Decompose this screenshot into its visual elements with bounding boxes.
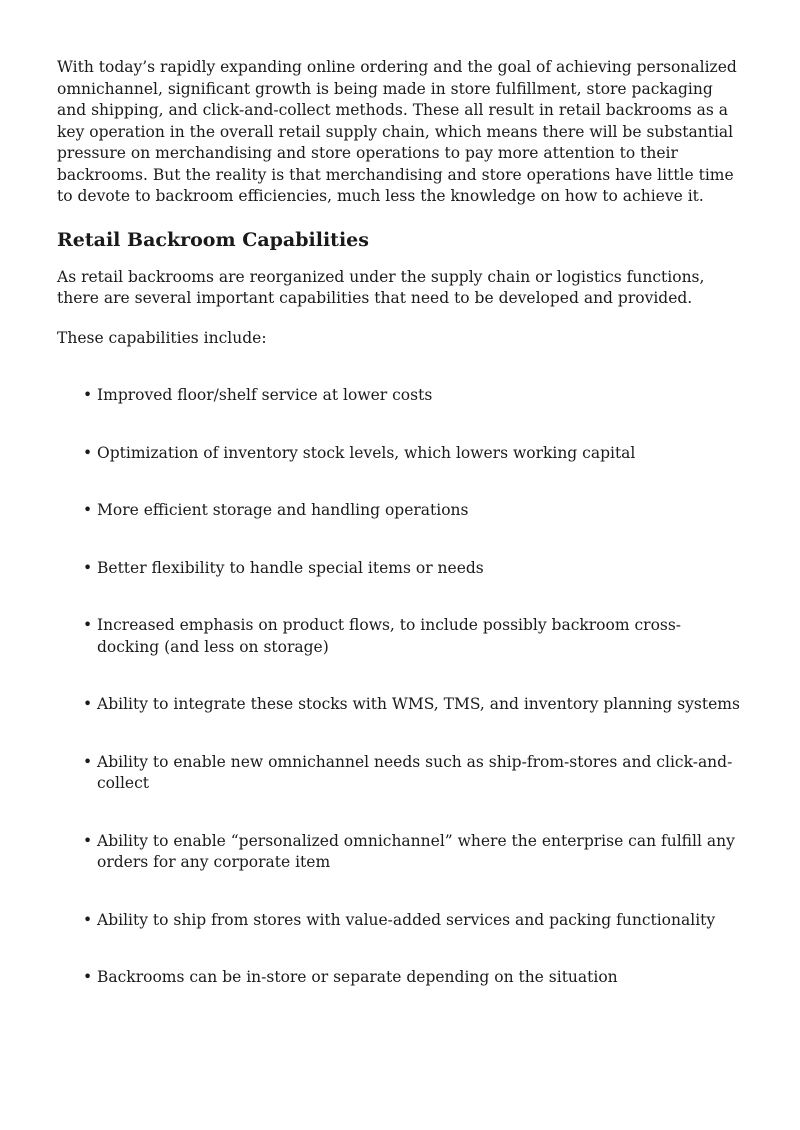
bullet-icon: •: [83, 616, 93, 634]
bullet-icon: •: [83, 386, 93, 404]
list-item-text: Optimization of inventory stock levels, which lowers working capital: [97, 443, 636, 462]
list-item: [57, 831, 743, 874]
list-item-text: Improved floor/shelf service at lower costs: [97, 386, 433, 404]
bullet-icon: •: [83, 831, 93, 850]
list-item-text: Ability to ship from stores with value-added services and packing functionality: [97, 910, 716, 929]
list-item-text: Increased emphasis on product flows, to include possibly backroom cross-docking (and less on storage): [97, 616, 682, 656]
bullet-icon: •: [83, 443, 93, 462]
bullet-icon: •: [83, 910, 93, 929]
bullet-icon: •: [83, 558, 93, 577]
list-item-text: Ability to enable new omnichannel needs such as ship-from-stores and click-and-collect: [97, 752, 733, 792]
list-intro: These capabilities include:: [57, 328, 267, 347]
list-item: [57, 967, 743, 989]
intro-paragraph: With today’s rapidly expanding online ordering and the goal of achieving personalized omnichannel, significant growth is being made in store fulfillment, store packaging and shipping, and click-and-collect methods. These all result in retail backrooms as a key operation in the overall retail supply chain, which means there will be substantial pressure on merchandising and store operations to pay more attention to their backrooms. But the reality is that merchandising and store operations have little time to devote to backroom efficiencies, much less the knowledge on how to achieve it.: [57, 58, 737, 205]
bullet-icon: •: [83, 968, 93, 986]
list-item: [57, 443, 743, 465]
list-item-text: Backrooms can be in-store or separate depending on the situation: [97, 968, 618, 986]
list-item-text: More efficient storage and handling operations: [97, 501, 469, 519]
bullet-icon: •: [83, 752, 93, 771]
list-item-text: Better flexibility to handle special items or needs: [97, 558, 484, 577]
list-item: [57, 910, 743, 932]
bullet-icon: •: [83, 501, 93, 519]
list-item: [57, 558, 743, 580]
list-item: [57, 752, 743, 795]
list-item-text: Ability to integrate these stocks with WMS, TMS, and inventory planning systems: [97, 695, 740, 713]
section-lead-paragraph: As retail backrooms are reorganized under the supply chain or logistics functions, there are several important capabilities that need to be developed and provided.: [57, 267, 705, 307]
list-item: [57, 615, 743, 658]
list-item: [57, 385, 743, 407]
list-item-text: Ability to enable “personalized omnichannel” where the enterprise can fulfill any orders for any corporate item: [97, 831, 735, 871]
capabilities-list: [57, 385, 743, 989]
section-heading: Retail Backroom Capabilities: [57, 228, 369, 251]
list-item: [57, 694, 743, 716]
list-item: [57, 500, 743, 522]
bullet-icon: •: [83, 695, 93, 713]
